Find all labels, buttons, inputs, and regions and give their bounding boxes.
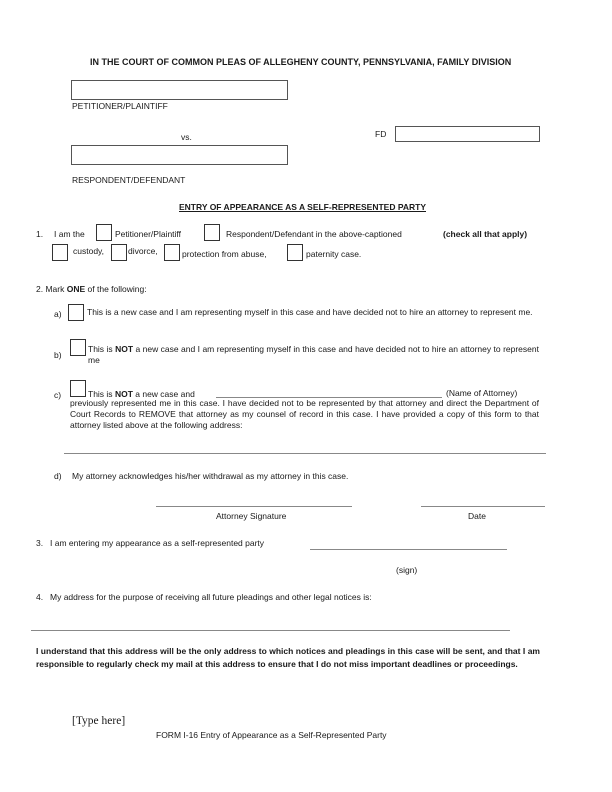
notice-text bbox=[36, 645, 540, 671]
option-b-checkbox[interactable] bbox=[70, 339, 86, 356]
option-b-pre: This is bbox=[88, 344, 113, 354]
option-c-not: NOT bbox=[114, 389, 133, 399]
sign-label: (sign) bbox=[396, 565, 418, 575]
item2-of-following: of the following: bbox=[87, 284, 147, 294]
item2-mark: Mark bbox=[45, 284, 65, 294]
item2-heading bbox=[36, 284, 147, 294]
divorce-label: divorce, bbox=[128, 246, 158, 256]
option-b-post: a new case and I am representing myself in this case and have decided not to hire an attorney to represent me bbox=[88, 344, 539, 365]
date-label: Date bbox=[468, 511, 486, 521]
option-a-letter: a) bbox=[54, 309, 62, 319]
protection-label: protection from abuse, bbox=[182, 249, 267, 259]
self-address-line[interactable] bbox=[31, 630, 510, 631]
attorney-address-line[interactable] bbox=[64, 453, 546, 454]
fd-number-field[interactable] bbox=[395, 126, 540, 142]
petitioner-checkbox[interactable] bbox=[96, 224, 112, 241]
respondent-field[interactable] bbox=[71, 145, 288, 165]
option-a-text-content: This is a new case and I am representing myself in this case and have decided not to hire an attorney to represent me. bbox=[87, 307, 533, 317]
divorce-checkbox[interactable] bbox=[111, 244, 127, 261]
item2-one: ONE bbox=[66, 284, 86, 294]
option-c-text bbox=[70, 398, 539, 431]
item4-number: 4. bbox=[36, 592, 44, 602]
court-title: IN THE COURT OF COMMON PLEAS OF ALLEGHENY COUNTY, PENNSYLVANIA, FAMILY DIVISION bbox=[90, 57, 512, 67]
item2-number: 2. bbox=[36, 284, 44, 294]
petitioner-field[interactable] bbox=[71, 80, 288, 100]
petitioner-option-label: Petitioner/Plaintiff bbox=[115, 229, 181, 239]
vs-label: vs. bbox=[181, 132, 192, 142]
paternity-label: paternity case. bbox=[306, 249, 362, 259]
option-c-mid: a new case and bbox=[135, 389, 195, 399]
petitioner-label: PETITIONER/PLAINTIFF bbox=[72, 101, 168, 111]
attorney-signature-label: Attorney Signature bbox=[216, 511, 287, 521]
footer-form-label: FORM I-16 Entry of Appearance as a Self-Represented Party bbox=[156, 730, 387, 740]
item3-text: I am entering my appearance as a self-represented party bbox=[50, 538, 265, 548]
respondent-label: RESPONDENT/DEFENDANT bbox=[72, 175, 186, 185]
attorney-signature-line[interactable] bbox=[156, 506, 352, 507]
option-a-text bbox=[87, 307, 539, 318]
respondent-option-label: Respondent/Defendant in the above-captioned bbox=[226, 229, 402, 239]
option-b-text bbox=[88, 344, 539, 366]
item1-number: 1. bbox=[36, 229, 44, 239]
protection-checkbox[interactable] bbox=[164, 244, 180, 261]
item3-number: 3. bbox=[36, 538, 44, 548]
check-all-instruction: (check all that apply) bbox=[443, 229, 528, 239]
custody-label: custody, bbox=[73, 246, 105, 256]
option-d-text: My attorney acknowledges his/her withdrawal as my attorney in this case. bbox=[72, 471, 349, 481]
option-b-letter: b) bbox=[54, 350, 62, 360]
self-sign-line[interactable] bbox=[310, 549, 507, 550]
notice-text-content: I understand that this address will be the only address to which notices and pleadings in this case will be sent, and that I am responsible to regularly check my mail at this address to ensure that I do not miss important deadlines or proceedings. bbox=[36, 646, 540, 669]
item1-intro: I am the bbox=[54, 229, 85, 239]
item4-text: My address for the purpose of receiving all future pleadings and other legal notices is: bbox=[50, 592, 372, 602]
form-title: ENTRY OF APPEARANCE AS A SELF-REPRESENTED PARTY bbox=[179, 202, 426, 212]
option-c-pre: This is bbox=[88, 389, 113, 399]
date-line[interactable] bbox=[421, 506, 545, 507]
footer-placeholder[interactable]: [Type here] bbox=[72, 715, 126, 727]
option-c-checkbox[interactable] bbox=[70, 380, 86, 397]
paternity-checkbox[interactable] bbox=[287, 244, 303, 261]
fd-label: FD bbox=[375, 129, 387, 139]
option-a-checkbox[interactable] bbox=[68, 304, 84, 321]
respondent-checkbox[interactable] bbox=[204, 224, 220, 241]
attorney-name-label: (Name of Attorney) bbox=[446, 388, 518, 398]
option-d-letter: d) bbox=[54, 471, 62, 481]
option-c-text-content: previously represented me in this case. I have decided not to be represented by that attorney and direct the Department of Court Records to REMOVE that attorney as my counsel of record in this case. I have provided a copy of this form to that attorney listed above at the following address: bbox=[70, 398, 539, 430]
option-c-letter: c) bbox=[54, 390, 62, 400]
custody-checkbox[interactable] bbox=[52, 244, 68, 261]
option-b-not: NOT bbox=[115, 344, 134, 354]
